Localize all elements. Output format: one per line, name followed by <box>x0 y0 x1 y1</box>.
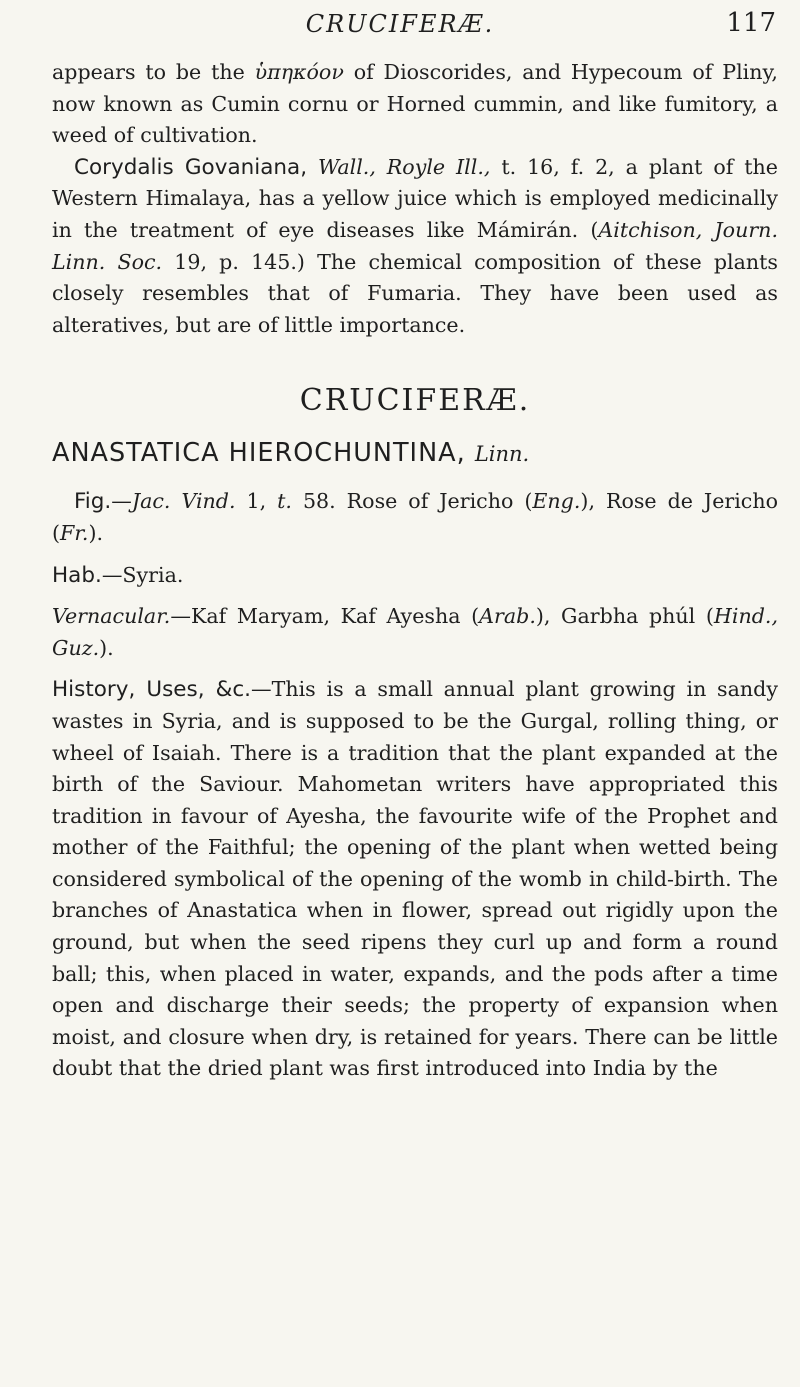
reference: Aitchison, Journ. Linn. Soc. <box>52 217 778 274</box>
hab-label: Hab. <box>52 562 102 588</box>
citation: Wall., Royle Ill., <box>317 154 491 179</box>
paragraph-history: History, Uses, &c.—This is a small annual plant growing in sandy wastes in Syria, and is supposed to be the Gurgal, rolling thing, or wheel of Isaiah. There is a tradition that the plant expanded at the birth of the Saviour. Mahometan writers have appropriated this tradition in favour of Ayesha, the favourite wife of the Prophet and mother of the Faithful; the opening of the plant when wetted being considered symbolical of the opening of the womb in child-birth. The branches of Anastatica when in flower, spread out rigidly upon the ground, but when the seed ripens they curl up and form a round ball; this, when placed in water, expands, and the pods after a time open and discharge their seeds; the property of expansion when moist, and closure when dry, is retained for years. There can be little doubt that the dried plant was first introduced into India by the <box>52 677 778 1081</box>
vernacular-label: Vernacular. <box>52 604 171 629</box>
paragraph-corydalis: Corydalis Govaniana, Wall., Royle Ill., t. 16, f. 2, a plant of the Western Himalaya, has a yellow juice which is employed medicinally in the treatment of eye diseases like Mámirán. (Aitchison, Journ. Linn. Soc. 19, p. 145.) The chemical composition of these plants closely resembles that of Fumaria. They have been used as alteratives, but are of little importance. <box>52 154 779 337</box>
page-header <box>0 8 800 48</box>
species-heading: ANASTATICA HIEROCHUNTINA, Linn. <box>52 438 530 469</box>
species-name-corydalis: Corydalis Govaniana, <box>74 154 308 180</box>
species-authority: Linn. <box>474 442 530 467</box>
page-body <box>52 57 778 1085</box>
page-number: 117 <box>726 8 776 38</box>
paragraph-fig: Fig.—Jac. Vind. 1, t. 58. Rose of Jericho (Eng.), Rose de Jericho (Fr.). <box>52 489 779 545</box>
paragraph-vernacular: Vernacular.—Kaf Maryam, Kaf Ayesha (Arab.), Garbha phúl (Hind., Guz.). <box>52 604 778 660</box>
fig-label: Fig. <box>74 489 112 515</box>
paragraph-hab: Hab.—Syria. <box>52 562 184 588</box>
history-label: History, Uses, &c. <box>52 677 251 703</box>
running-head: CRUCIFERÆ. <box>305 10 495 38</box>
greek-word: ὑπηκόον <box>254 60 344 84</box>
paragraph-hypecoum: appears to be the ὑπηκόον of Dioscorides, and Hypecoum of Pliny, now known as Cumin cornu or Horned cummin, and like fumitory, a weed of cultivation. <box>52 60 778 148</box>
section-title: CRUCIFERÆ. <box>299 383 531 419</box>
